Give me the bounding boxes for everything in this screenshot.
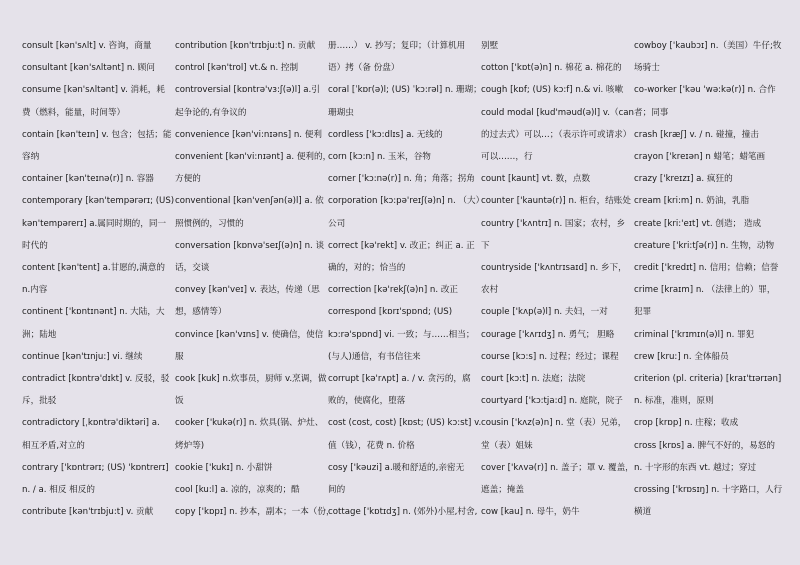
vocab-line: 者；同事 — [634, 107, 669, 118]
vocab-line: countryside ['kʌntrɪsaɪd] n. 乡下， — [481, 263, 627, 274]
vocab-line: courtyard ['kɔ:tja:d] n. 庭院，院子 — [481, 396, 623, 407]
vocab-line: control [kən'trol] vt.& n. 控制 — [175, 63, 299, 74]
vocab-line: cotton ['kɒt(ə)n] n. 棉花 a. 棉花的 — [481, 63, 622, 74]
vocab-line: corn [kɔ:n] n. 玉米，谷物 — [328, 152, 431, 163]
vocab-column-1 — [22, 35, 175, 523]
vocab-line: contrary ['kɒntrərɪ; (US) 'kɒntrerɪ] — [22, 462, 169, 473]
vocab-line: cover ['kʌvə(r)] n. 盖子；罩 v. 覆盖， — [481, 462, 634, 473]
vocab-line: cow [kau] n. 母牛，奶牛 — [481, 507, 580, 518]
vocab-line: 可以……，行 — [481, 152, 533, 163]
vocab-line: consume [kən'sʌltənt] v. 消耗，耗 — [22, 85, 165, 96]
vocab-line: 相互矛盾,对立的 — [22, 440, 85, 451]
vocab-line: 时代的 — [22, 240, 48, 251]
vocab-line: 值（钱），花费 n. 价格 — [328, 440, 415, 451]
vocab-line: 服 — [175, 351, 184, 362]
vocab-line: continent ['kɒntɪnənt] n. 大陆，大 — [22, 307, 165, 318]
vocab-line: criminal ['krɪmɪn(ə)l] n. 罪犯 — [634, 329, 755, 340]
vocab-line: crew [kru:] n. 全体船员 — [634, 351, 729, 362]
vocab-line: 饭 — [175, 396, 184, 407]
vocab-line: 下 — [481, 240, 490, 251]
vocab-line: co-worker ['kəu 'wə:kə(r)] n. 合作 — [634, 85, 776, 96]
vocab-line: contradict [kɒntrə'dɪkt] v. 反驳，驳 — [22, 374, 170, 385]
vocab-line: cost (cost, cost) [kɒst; (US) kɔ:st] v. — [328, 418, 482, 429]
vocab-line: n. 标准，准则，原则 — [634, 396, 714, 407]
vocab-line: 语）拷（备 份盘） — [328, 63, 400, 74]
vocab-line: coral [ˈkɒr(ə)l; (US) ˈkɔ:rəl] n. 珊瑚； — [328, 85, 482, 96]
vocab-line: cooker ['kukə(r)] n. 炊具(锅、炉灶、 — [175, 418, 324, 429]
vocab-column-2 — [175, 35, 335, 523]
vocab-line: create [kri:'eɪt] vt. 创造； 造成 — [634, 218, 762, 229]
vocab-line: content [kən'tent] a.甘愿的,满意的 — [22, 263, 165, 274]
vocab-line: country ['kʌntrɪ] n. 国家；农村，乡 — [481, 218, 626, 229]
vocab-line: 话，交谈 — [175, 263, 210, 274]
vocab-line: could modal [kud'məud(ə)l] v.（can — [481, 107, 635, 118]
vocab-line: n. 十字形的东西 vt. 越过；穿过 — [634, 462, 757, 473]
vocab-line: 起争论的,有争议的 — [175, 107, 247, 118]
vocab-line: copy ['kɒpɪ] n. 抄本，副本；一本（份， — [175, 507, 335, 518]
vocab-line: 烤炉等) — [175, 440, 205, 451]
vocab-line: 珊瑚虫 — [328, 107, 354, 118]
vocab-line: 别墅 — [481, 41, 499, 51]
vocab-line: kɔ:rə'spɒnd] vi. 一致；与……相当； — [328, 329, 475, 340]
vocab-line: couple ['kʌp(ə)l] n. 夫妇，一对 — [481, 307, 608, 318]
vocab-line: crazy ['kreɪzɪ] a. 疯狂的 — [634, 174, 733, 185]
vocab-line: convenience [kən'vi:nɪəns] n. 便利 — [175, 129, 322, 140]
vocab-line: cowboy ['kaubɔɪ] n.（美国）牛仔;牧 — [634, 41, 782, 51]
vocab-line: correct [kə'rekt] v. 改正；纠正 a. 正 — [328, 240, 475, 251]
vocab-column-3 — [328, 35, 485, 523]
vocab-line: contradictory [ˌkɒntrə'diktəri] a. — [22, 418, 160, 429]
vocab-line: crime [kraɪm] n. （法律上的）罪， — [634, 285, 776, 296]
vocab-line: 洲；陆地 — [22, 329, 57, 340]
vocab-line: 想，感情等） — [175, 307, 227, 318]
vocab-line: kən'tempərerɪ] a.属同时期的，同一 — [22, 218, 167, 229]
vocab-line: (与人)通信，有书信往来 — [328, 351, 421, 362]
vocab-line: cool [ku:l] a. 凉的，凉爽的；酷 — [175, 485, 300, 496]
vocab-line: 堂（表）姐妹 — [481, 440, 533, 451]
vocab-line: contribute [kən'trɪbju:t] v. 贡献 — [22, 507, 154, 518]
vocab-line: cousin ['kʌz(ə)n] n. 堂（表）兄弟， — [481, 418, 627, 429]
vocab-line: 公司 — [328, 218, 346, 229]
vocab-line: count [kaunt] vt. 数，点数 — [481, 174, 591, 185]
vocab-line: continue [kən'tɪnju:] vi. 继续 — [22, 351, 143, 362]
vocab-line: 册……） v. 抄写；复印；（计算机用 — [328, 41, 466, 51]
vocab-line: 斥，批驳 — [22, 396, 57, 407]
vocab-line: convenient [kən'vi:nɪənt] a. 便利的， — [175, 152, 332, 163]
vocab-line: cordless ['kɔ:dlɪs] a. 无线的 — [328, 129, 443, 140]
vocab-line: counter ['kauntə(r)] n. 柜台，结账处 — [481, 196, 631, 207]
vocab-line: crop [krɒp] n. 庄稼；收成 — [634, 418, 739, 429]
vocab-line: cottage ['kɒtɪdʒ] n. (郊外)小屋,村舍, — [328, 507, 478, 518]
vocab-line: n. / a. 相反 相反的 — [22, 485, 95, 496]
vocab-line: container [kən'teɪnə(r)] n. 容器 — [22, 174, 154, 185]
vocab-line: 的过去式）可以…；（表示许可或请求） — [481, 129, 632, 140]
vocab-line: 场骑士 — [634, 63, 660, 74]
vocab-line: 费（燃料，能量，时间等） — [22, 107, 126, 118]
vocab-line: 确的，对的；恰当的 — [328, 263, 406, 274]
vocab-line: 容纳 — [22, 152, 40, 163]
vocab-line: cook [kuk] n.炊事员，厨师 v.烹调，做 — [175, 374, 327, 385]
vocab-line: consultant [kən'sʌltənt] n. 顾问 — [22, 63, 155, 74]
vocab-line: conversation [kɒnvə'seɪʃ(ə)n] n. 谈 — [175, 240, 325, 251]
vocab-line: contribution [kɒn'trɪbju:t] n. 贡献 — [175, 41, 316, 51]
vocab-line: courage ['kʌrɪdʒ] n. 勇气； 胆略 — [481, 329, 615, 340]
vocab-line: 犯罪 — [634, 307, 652, 318]
vocab-line: correction [kə'rekʃ(ə)n] n. 改正 — [328, 285, 459, 296]
vocab-line: 照惯例的，习惯的 — [175, 218, 244, 229]
vocab-line: corporation [kɔ:pə'reɪʃ(ə)n] n. （大） — [328, 196, 485, 207]
vocab-line: controversial [kɒntrə'vɜ:ʃ(ə)l] a.引 — [175, 85, 320, 96]
vocab-line: contain [kən'teɪn] v. 包含；包括；能 — [22, 129, 172, 140]
vocab-line: corrupt [kə'rʌpt] a. / v. 贪污的，腐 — [328, 374, 471, 385]
vocab-line: consult [kən'sʌlt] v. 咨询，商量 — [22, 41, 152, 51]
vocab-line: convince [kən'vɪns] v. 使确信，使信 — [175, 329, 324, 340]
vocab-column-4 — [481, 35, 635, 523]
vocab-line: course [kɔ:s] n. 过程；经过；课程 — [481, 351, 619, 362]
vocab-line: cough [kɒf; (US) kɔ:f] n.& vi. 咳嗽 — [481, 85, 624, 96]
vocab-line: cross [krɒs] a. 脾气不好的，易怒的 — [634, 440, 775, 451]
vocab-line: criterion (pl. criteria) [kraɪ'tɪərɪən] — [634, 374, 782, 385]
vocab-line: cookie ['kukɪ] n. 小甜饼 — [175, 462, 273, 473]
vocab-line: 农村 — [481, 285, 499, 296]
vocab-line: crash [kræʃ] v. / n. 碰撞，撞击 — [634, 129, 759, 140]
vocab-line: corner ['kɔ:nə(r)] n. 角；角落；拐角 — [328, 174, 475, 185]
vocab-line: court [kɔ:t] n. 法庭；法院 — [481, 374, 586, 385]
vocab-line: crossing ['krɒsɪŋ] n. 十字路口，人行 — [634, 485, 783, 496]
vocab-line: cosy ['kəuzi] a.暖和舒适的,亲密无 — [328, 462, 465, 473]
vocab-line: conventional [kən'venʃən(ə)l] a. 依 — [175, 196, 324, 207]
vocab-line: creature ['kri:tʃə(r)] n. 生物，动物 — [634, 240, 775, 251]
vocab-line: 间的 — [328, 485, 346, 496]
vocab-line: convey [kən'veɪ] v. 表达，传递（思 — [175, 285, 320, 296]
vocab-line: credit ['kredɪt] n. 信用；信赖；信誉 — [634, 263, 779, 274]
vocab-line: contemporary [kən'tempərərɪ; (US) — [22, 196, 175, 207]
vocab-line: 遮盖；掩盖 — [481, 485, 524, 496]
vocab-line: 败的，使腐化，堕落 — [328, 396, 406, 407]
vocab-column-5 — [634, 35, 783, 523]
vocab-line: crayon ['kreɪən] n 蜡笔；蜡笔画 — [634, 152, 766, 163]
vocab-line: n.内容 — [22, 285, 48, 296]
vocab-line: 横道 — [634, 507, 652, 518]
vocab-line: correspond [kɒrɪ'spɒnd; (US) — [328, 307, 453, 318]
vocab-line: cream [kri:m] n. 奶油，乳脂 — [634, 196, 750, 207]
vocab-line: 方便的 — [175, 174, 201, 185]
